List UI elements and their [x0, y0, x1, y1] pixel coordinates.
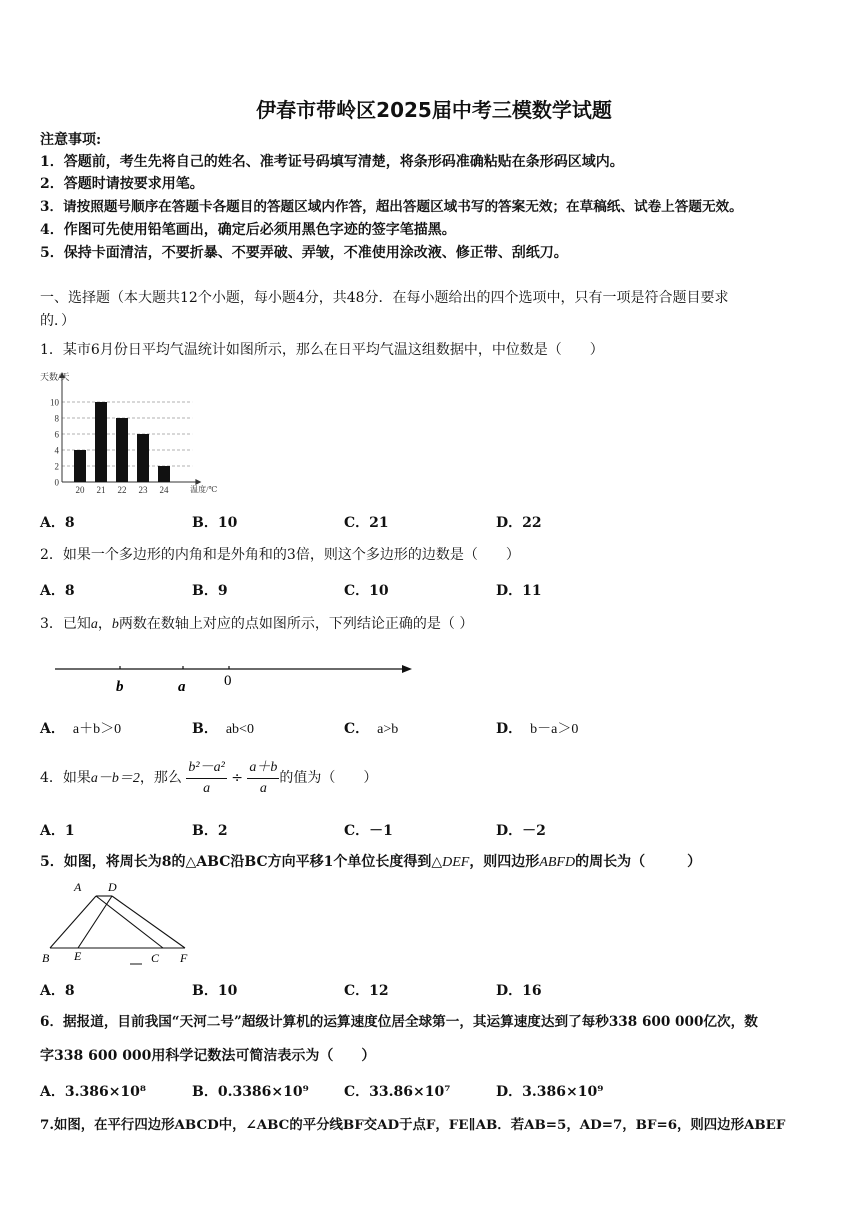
section-heading-cont: 的．）: [40, 313, 75, 329]
q6-option-b: B．0.3386×10⁹: [192, 1084, 309, 1100]
q2-option-b: B．9: [192, 583, 228, 599]
page-title: 伊春市带岭区2025届中考三模数学试题: [256, 98, 612, 122]
chart-y-axis-title: 天数/天: [40, 372, 70, 382]
question-5: 5．如图，将周长为8的△ABC沿BC方向平移1个单位长度得到△DEF，则四边形ABFD的周长为（ ）: [40, 854, 702, 870]
chart-y-tick-label: 0: [54, 477, 59, 488]
q3-var-a: a: [90, 617, 98, 632]
chart-x-tick-label: 24: [159, 485, 169, 495]
number-line-arrow-icon: [402, 665, 412, 673]
chart-y-tick-label: 4: [54, 445, 59, 456]
chart-y-tick-label: 2: [54, 461, 59, 472]
q6-option-a: A．3.386×10⁸: [40, 1084, 147, 1100]
q1-option-b: B．10: [192, 515, 238, 531]
point-label-e: E: [74, 949, 82, 963]
chart-bar: [137, 434, 149, 482]
chart-x-tick-label: 22: [117, 485, 127, 495]
q1-bar-chart: [38, 368, 228, 498]
q5-translation-figure: [38, 876, 198, 968]
chart-y-tick-label: 10: [50, 397, 59, 408]
q3-text-post: 两数在数轴上对应的点如图所示，下列结论正确的是（ ）: [118, 616, 474, 632]
axis-label-a: a: [178, 679, 186, 695]
q2-option-d: D．11: [496, 583, 542, 599]
q5-option-b: B．10: [192, 983, 238, 999]
q4-fraction-2: $\frac{a+b}{a}$: [249, 759, 278, 796]
q1-option-d: D．22: [496, 515, 542, 531]
q3-option-d: D． b－a＞0: [496, 721, 579, 737]
axis-label-b: b: [116, 679, 124, 695]
axis-label-zero: 0: [224, 673, 232, 689]
question-6: 6．据报道，目前我国“天河二号”超级计算机的运算速度位居全球第一，其运算速度达到了每秒338 600 000亿次，数: [40, 1014, 758, 1030]
notice-item: 1．答题前，考生先将自己的姓名、准考证号码填写清楚，将条形码准确粘贴在条形码区域内。: [40, 154, 624, 170]
chart-bar: [158, 466, 170, 482]
notice-heading: 注意事项:: [40, 132, 102, 148]
chart-bar: [74, 450, 86, 482]
question-7: 7.如图，在平行四边形ABCD中，∠ABC的平分线BF交AD于点F，FE∥AB．若AB=5，AD=7，BF=6，则四边形ABEF: [40, 1117, 786, 1133]
q3-option-b: B． ab<0: [192, 721, 254, 737]
q4-option-c: C．－1: [344, 823, 393, 839]
q3-sep: ，: [97, 616, 112, 632]
q5-option-a: A．8: [40, 983, 75, 999]
q6-option-c: C．33.86×10⁷: [344, 1084, 451, 1100]
q3-number-line: [50, 655, 420, 697]
chart-bar: [116, 418, 128, 482]
question-2: 2．如果一个多边形的内角和是外角和的3倍，则这个多边形的边数是（ ）: [40, 547, 520, 563]
chart-x-tick-label: 23: [138, 485, 148, 495]
notice-item: 3．请按照题号顺序在答题卡各题目的答题区域内作答，超出答题区域书写的答案无效；在草稿纸、试卷上答题无效。: [40, 199, 743, 215]
question-3: [40, 614, 473, 635]
q5-option-d: D．16: [496, 983, 542, 999]
q5-quad: ABFD: [539, 855, 576, 870]
q4-option-a: A．1: [40, 823, 75, 839]
question-4: 4．如果a－b＝2，那么 $\frac{\text{b²－a²}}{a}$ ÷ $\frac{a+b}{a}$ 的值为（ ）: [40, 756, 377, 801]
point-label-d: D: [108, 880, 117, 894]
chart-y-tick-label: 8: [54, 413, 59, 424]
q3-option-c: C． a>b: [344, 721, 399, 737]
point-label-b: B: [42, 951, 50, 965]
q3-option-a-expr: a＋b＞0: [72, 722, 122, 737]
notice-item: 2．答题时请按要求用笔。: [40, 176, 204, 192]
q2-option-a: A．8: [40, 583, 75, 599]
chart-x-tick-label: 21: [96, 485, 106, 495]
point-label-c: C: [151, 951, 160, 965]
q1-option-c: C．21: [344, 515, 389, 531]
q2-option-c: C．10: [344, 583, 389, 599]
q6-option-d: D．3.386×10⁹: [496, 1084, 604, 1100]
q4-fraction-1: $\frac{\text{b²－a²}}{a}$: [188, 759, 225, 796]
notice-item: 5．保持卡面清洁，不要折暴、不要弄破、弄皱，不准使用涂改液、修正带、刮纸刀。: [40, 245, 568, 261]
q4-divide-sign: ÷: [231, 770, 243, 786]
q3-option-d-expr: b－a＞0: [530, 722, 579, 737]
chart-bar: [95, 402, 107, 482]
section-heading: 一、选择题（本大题共12个小题，每小题4分，共48分．在每小题给出的四个选项中，只有一项是符合题目要求: [40, 290, 729, 306]
q3-option-a: A． a＋b＞0: [40, 721, 122, 737]
q3-option-c-expr: a>b: [377, 722, 399, 737]
question-6-cont: 字338 600 000用科学记数法可简洁表示为（ ）: [40, 1048, 376, 1064]
question-1: 1．某市6月份日平均气温统计如图所示，那么在日平均气温这组数据中，中位数是（ ）: [40, 342, 604, 358]
q3-option-b-expr: ab<0: [225, 722, 254, 737]
notice-item: 4．作图可先使用铅笔画出，确定后必须用黑色字迹的签字笔描黑。: [40, 222, 456, 238]
point-label-f: F: [180, 951, 188, 965]
q1-option-a: A．8: [40, 515, 75, 531]
chart-y-tick-label: 6: [54, 429, 59, 440]
q3-var-b: b: [111, 617, 119, 632]
q4-option-d: D．－2: [496, 823, 546, 839]
q4-option-b: B．2: [192, 823, 228, 839]
chart-x-tick-label: 20: [75, 485, 85, 495]
q5-option-c: C．12: [344, 983, 389, 999]
point-label-a: A: [74, 880, 82, 894]
chart-x-axis-title: 温度/℃: [190, 485, 218, 494]
q4-condition: a－b＝2: [90, 771, 140, 786]
q5-triangle: △DEF: [431, 855, 470, 870]
q3-text-pre: 3．已知: [40, 616, 91, 632]
